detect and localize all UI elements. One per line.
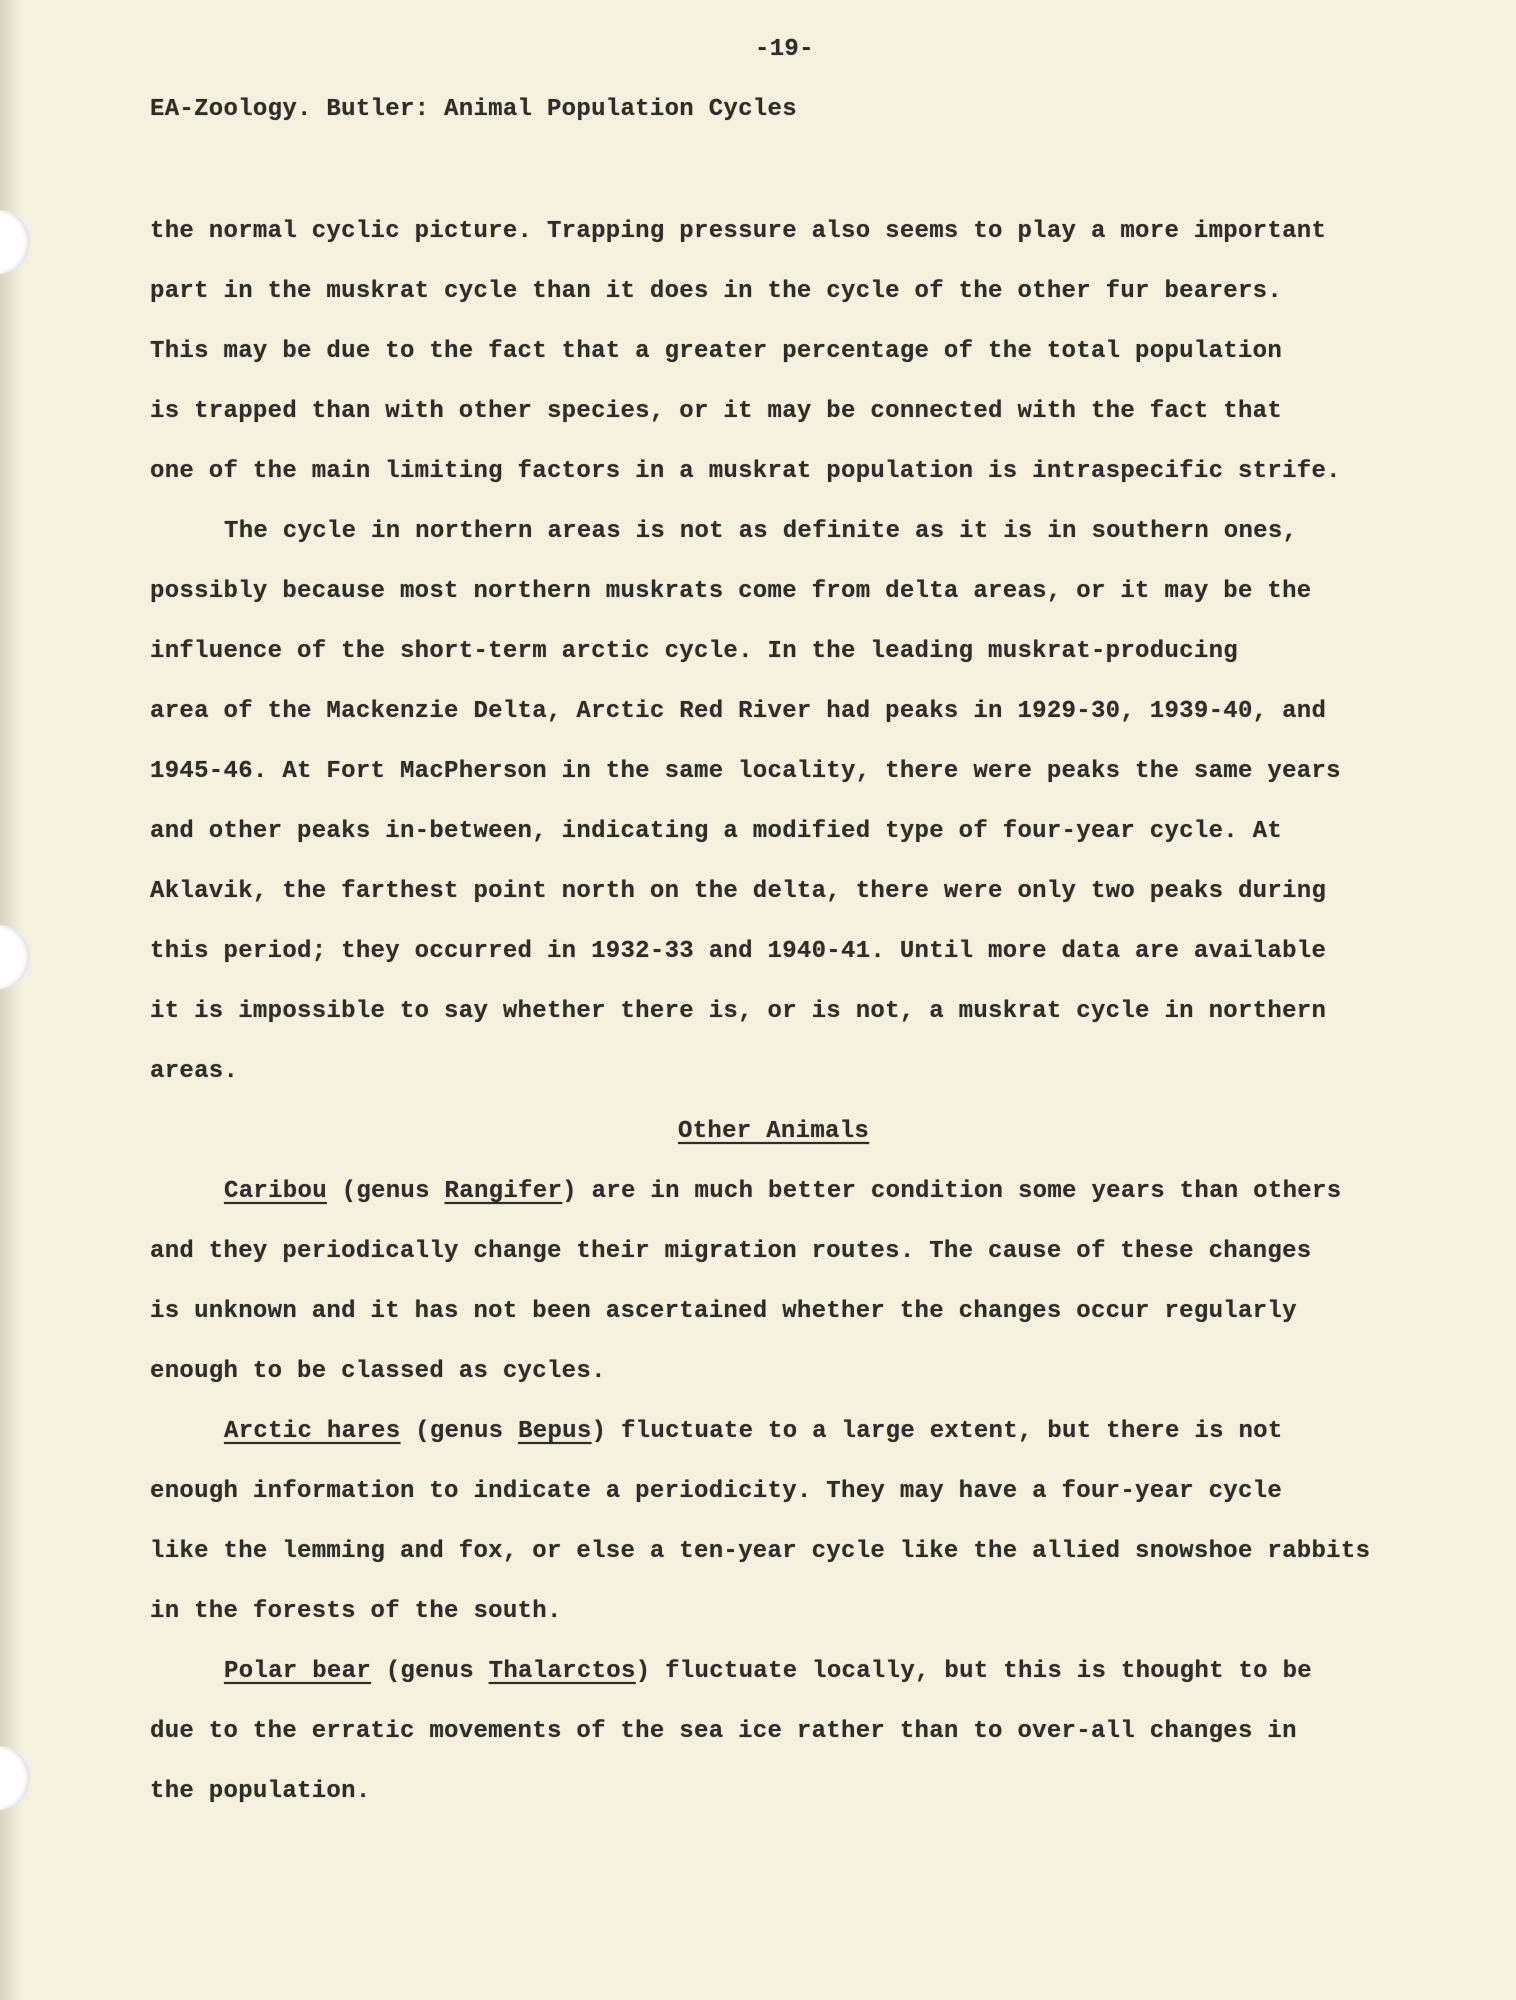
text-line: and they periodically change their migration routes. The cause of these changes (150, 1238, 1312, 1265)
text-line: Aklavik, the farthest point north on the delta, there were only two peaks during (150, 878, 1327, 905)
text-line: enough to be classed as cycles. (150, 1358, 606, 1385)
punch-hole-bottom (0, 1746, 30, 1810)
text-line: it is impossible to say whether there is, or is not, a muskrat cycle in northern (150, 998, 1327, 1025)
body-text (150, 212, 1410, 1832)
text-line: like the lemming and fox, or else a ten-year cycle like the allied snowshoe rabbits (150, 1538, 1371, 1565)
punch-hole-top (0, 210, 30, 274)
text-line: This may be due to the fact that a greater percentage of the total population (150, 338, 1283, 365)
text-line: area of the Mackenzie Delta, Arctic Red River had peaks in 1929-30, 1939-40, and (150, 698, 1327, 725)
text-line: one of the main limiting factors in a muskrat population is intraspecific strife. (150, 458, 1341, 485)
hares-text: ) fluctuate to a large extent, but there is not (591, 1418, 1283, 1445)
text-line: The cycle in northern areas is not as definite as it is in southern ones, (224, 518, 1298, 545)
caribou-genus: Rangifer (444, 1178, 563, 1205)
caribou-name: Caribou (224, 1178, 327, 1205)
text-line: possibly because most northern muskrats come from delta areas, or it may be the (150, 578, 1312, 605)
page-number: -19- (755, 36, 814, 63)
text-line: influence of the short-term arctic cycle. In the leading muskrat-producing (150, 638, 1238, 665)
genus-prefix: (genus (400, 1418, 519, 1445)
text-line: in the forests of the south. (150, 1598, 562, 1625)
text-line: enough information to indicate a periodicity. They may have a four-year cycle (150, 1478, 1283, 1505)
text-line: is trapped than with other species, or it may be connected with the fact that (150, 398, 1283, 425)
bear-text: ) fluctuate locally, but this is thought to be (635, 1658, 1312, 1685)
text-line: areas. (150, 1058, 239, 1085)
bear-name: Polar bear (224, 1658, 372, 1685)
caribou-text: ) are in much better condition some years than others (562, 1178, 1342, 1205)
section-heading-text: Other Animals (678, 1118, 870, 1145)
text-line: is unknown and it has not been ascertained whether the changes occur regularly (150, 1298, 1297, 1325)
text-line: 1945-46. At Fort MacPherson in the same locality, there were peaks the same years (150, 758, 1341, 785)
caribou-first-line (150, 1172, 1410, 1232)
text-line: part in the muskrat cycle than it does in the cycle of the other fur bearers. (150, 278, 1283, 305)
text-line: due to the erratic movements of the sea ice rather than to over-all changes in (150, 1718, 1297, 1745)
genus-prefix: (genus (326, 1178, 445, 1205)
hares-first-line (150, 1412, 1410, 1472)
text-line: this period; they occurred in 1932-33 and 1940-41. Until more data are available (150, 938, 1327, 965)
text-line: the normal cyclic picture. Trapping pressure also seems to play a more important (150, 218, 1327, 245)
text-line: and other peaks in-between, indicating a modified type of four-year cycle. At (150, 818, 1283, 845)
section-heading (150, 1112, 1410, 1172)
bear-genus: Thalarctos (488, 1658, 636, 1685)
punch-hole-middle (0, 925, 30, 989)
page-edge-shadow (0, 0, 22, 2000)
text-line: the population. (150, 1778, 371, 1805)
bear-first-line (150, 1652, 1410, 1712)
hares-name: Arctic hares (224, 1418, 401, 1445)
genus-prefix: (genus (371, 1658, 489, 1685)
hares-genus: Bepus (518, 1418, 592, 1445)
running-head: EA-Zoology. Butler: Animal Population Cycles (150, 96, 797, 123)
